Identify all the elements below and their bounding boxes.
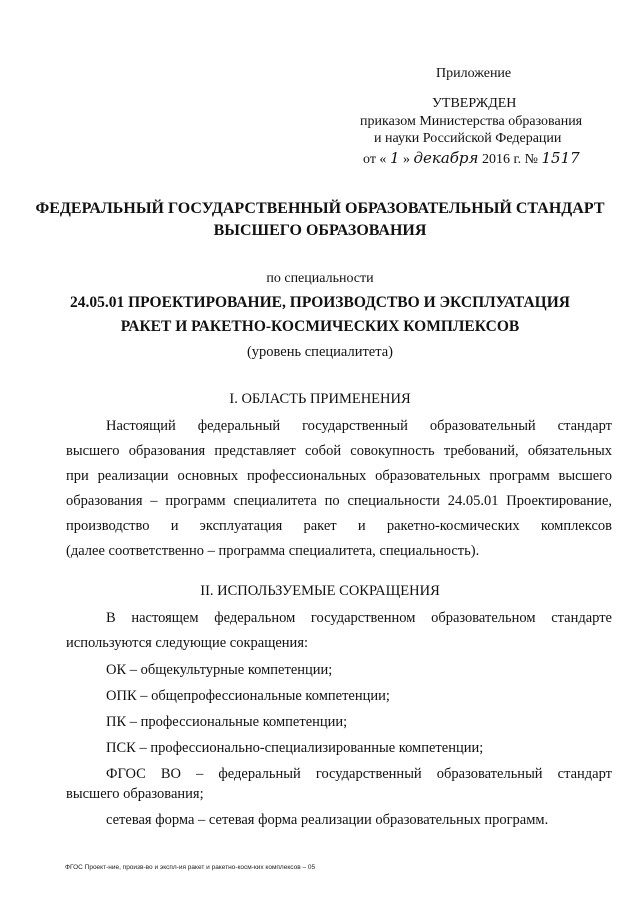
date-day: 1 [389,149,400,167]
abbreviation-item: ПСК – профессионально-специализированные компетенции; [106,740,484,756]
specialty-level: (уровень специалитета) [246,344,394,360]
approved-label: УТВЕРЖДЕН [432,96,517,111]
abbreviation-item: ПК – профессиональные компетенции; [106,714,348,730]
date-year: 2016 г. № [481,152,538,167]
section-1-line: высшего образования представляет собой совокупность требований, обязательных [66,443,612,459]
page-footer: ФГОС Проект-ние, произв-во и экспл-ия ракет и ракетно-косм-ких комплексов – 05 [65,864,316,871]
fgos-line-1: ФГОС ВО – федеральный государственный образовательный стандарт [106,766,612,782]
appendix-label: Приложение [436,66,512,81]
abbreviation-item: ОК – общекультурные компетенции; [106,662,333,678]
specialty-line-1: 24.05.01 ПРОЕКТИРОВАНИЕ, ПРОИЗВОДСТВО И ЭКСПЛУАТАЦИЯ [69,294,570,311]
document-title-line-1: ФЕДЕРАЛЬНЫЙ ГОСУДАРСТВЕННЫЙ ОБРАЗОВАТЕЛЬНЫЙ СТАНДАРТ [35,200,605,217]
specialty-intro: по специальности [266,271,374,286]
date-prefix: от « [363,152,387,167]
date-mid: » [402,152,410,167]
order-number: 1517 [541,149,580,167]
network-form-line: сетевая форма – сетевая форма реализации образовательных программ. [106,812,549,828]
date-month: декабря [413,149,479,167]
order-date-line [363,150,580,168]
specialty-line-2: РАКЕТ И РАКЕТНО-КОСМИЧЕСКИХ КОМПЛЕКСОВ [120,318,520,335]
abbreviation-item: ОПК – общепрофессиональные компетенции; [106,688,390,704]
fgos-line-2: высшего образования; [66,786,204,802]
section-1-line: производство и эксплуатация ракет и ракетно-космических комплексов [66,518,612,534]
section-1-heading: I. ОБЛАСТЬ ПРИМЕНЕНИЯ [229,391,411,407]
section-1-line: (далее соответственно – программа специалитета, специальность). [66,543,480,559]
section-2-intro-line-2: используются следующие сокращения: [66,635,309,651]
section-1-line: Настоящий федеральный государственный образовательный стандарт [106,418,612,434]
section-2-intro-line-1: В настоящем федеральном государственном образовательном стандарте [106,610,612,626]
section-1-line: при реализации основных профессиональных образовательных программ высшего [66,468,612,484]
order-line-1: приказом Министерства образования [360,114,583,129]
section-1-line: образования – программ специалитета по специальности 24.05.01 Проектирование, [66,493,612,509]
order-line-2: и науки Российской Федерации [374,131,562,146]
section-2-heading: II. ИСПОЛЬЗУЕМЫЕ СОКРАЩЕНИЯ [200,583,440,599]
document-title-line-2: ВЫСШЕГО ОБРАЗОВАНИЯ [213,222,427,239]
